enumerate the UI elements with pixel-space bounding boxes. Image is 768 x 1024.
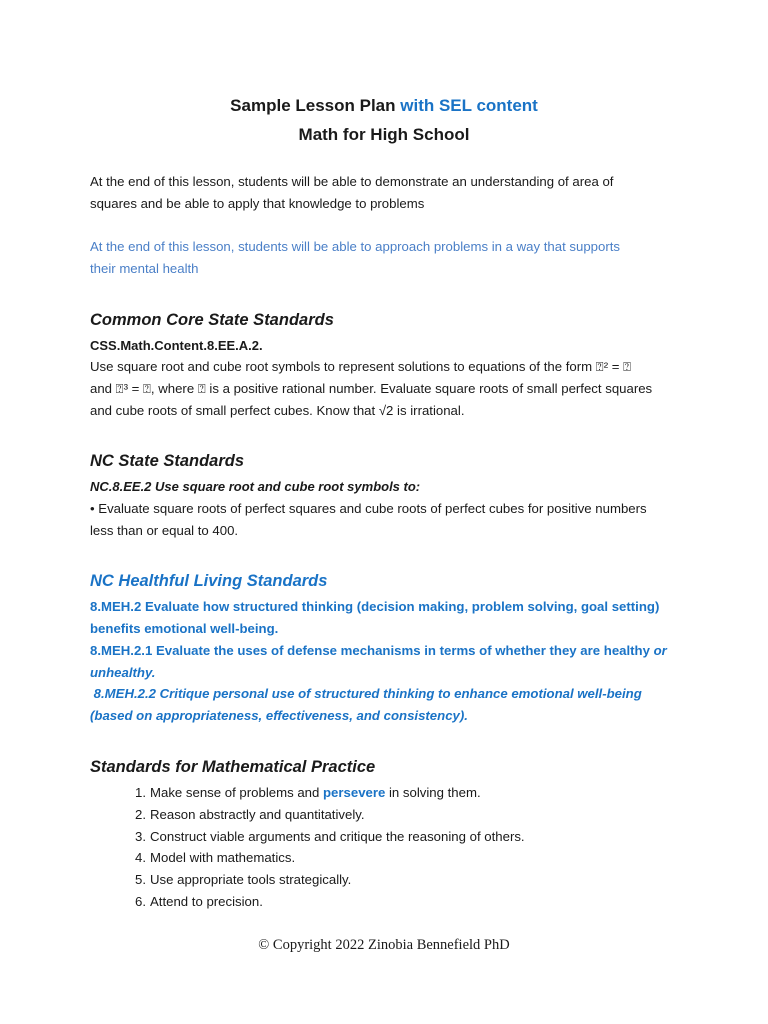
common-core-line-3: and cube roots of small perfect cubes. Know that √2 is irrational.: [90, 403, 465, 418]
nc-healthful-heading: NC Healthful Living Standards: [90, 572, 328, 590]
common-core-line-2: and ⍰³ = ⍰, where ⍰ is a positive rational number. Evaluate square roots of small perfect squares: [90, 381, 653, 396]
meh-2-line-1: 8.MEH.2 Evaluate how structured thinking (decision making, problem solving, goal setting): [90, 599, 660, 614]
nc-state-code: NC.8.EE.2 Use square root and cube root symbols to:: [90, 479, 421, 494]
list-item: 3. Construct viable arguments and critique the reasoning of others.: [135, 828, 525, 844]
persevere-highlight: persevere: [323, 785, 386, 800]
meh-2-1-text: 8.MEH.2.1 Evaluate the uses of defense mechanisms in terms of whether they are healthy: [90, 643, 654, 658]
meh-2-2-line-2: (based on appropriateness, effectiveness, and consistency).: [90, 708, 468, 723]
list-item: 6. Attend to precision.: [135, 893, 263, 909]
page-title: [0, 96, 768, 116]
meh-2-2-line-1: 8.MEH.2.2 Critique personal use of structured thinking to enhance emotional well-being: [90, 686, 642, 701]
list-item: 4. Model with mathematics.: [135, 850, 296, 866]
meh-2-1-line-2: unhealthy.: [90, 665, 156, 680]
nc-state-line-1: • Evaluate square roots of perfect squares and cube roots of perfect cubes for positive numbers: [90, 501, 647, 516]
nc-state-line-2: less than or equal to 400.: [90, 523, 239, 538]
academic-objective-line-1: At the end of this lesson, students will be able to demonstrate an understanding of area of: [90, 174, 614, 189]
copyright-footer: © Copyright 2022 Zinobia Bennefield PhD: [258, 937, 510, 953]
math-practice-list: [135, 782, 525, 913]
list-item: 5. Use appropriate tools strategically.: [135, 872, 352, 888]
title-main: Sample Lesson Plan: [230, 96, 396, 115]
meh-2-1-line-1: [90, 643, 690, 658]
sel-objective-line-1: At the end of this lesson, students will be able to approach problems in a way that supports: [90, 239, 621, 254]
common-core-heading: Common Core State Standards: [90, 311, 334, 329]
list-item: 1. Make sense of problems and persevere in solving them.: [135, 785, 481, 800]
meh-2-1-or: or: [653, 643, 667, 658]
sel-objective-line-2: their mental health: [90, 261, 199, 276]
math-practice-heading: Standards for Mathematical Practice: [90, 758, 376, 776]
list-item: 2. Reason abstractly and quantitatively.: [135, 806, 365, 822]
common-core-code: CSS.Math.Content.8.EE.A.2.: [90, 338, 263, 353]
page-subtitle: Math for High School: [298, 125, 470, 144]
meh-2-line-2: benefits emotional well-being.: [90, 621, 279, 636]
nc-state-heading: NC State Standards: [90, 452, 245, 470]
title-highlight: with SEL content: [400, 96, 538, 115]
common-core-line-1: Use square root and cube root symbols to represent solutions to equations of the form ⍰² = ⍰: [90, 359, 632, 374]
academic-objective-line-2: squares and be able to apply that knowledge to problems: [90, 196, 425, 211]
